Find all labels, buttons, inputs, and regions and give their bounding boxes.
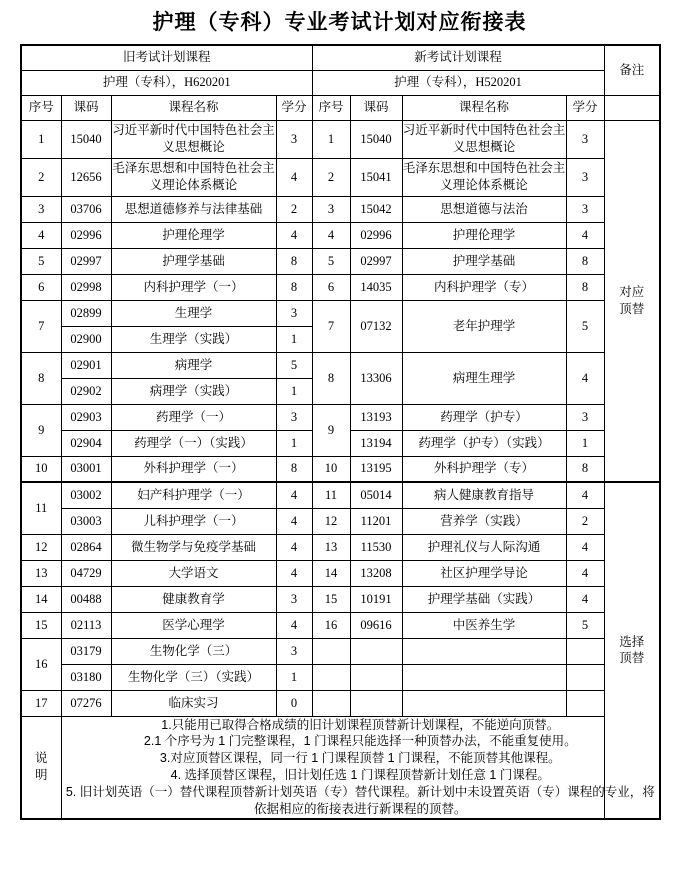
new-credit: 4 (566, 534, 604, 560)
new-credit: 4 (566, 560, 604, 586)
new-course-empty (402, 664, 566, 690)
old-plan-group-header: 旧考试计划课程 (21, 45, 312, 70)
table-row (21, 612, 660, 638)
new-credit: 4 (566, 586, 604, 612)
new-code: 13306 (350, 352, 402, 404)
old-course-name: 微生物学与免疫学基础 (111, 534, 276, 560)
old-seq: 5 (21, 248, 61, 274)
new-credit: 3 (566, 196, 604, 222)
col-header-new-credit: 学分 (566, 95, 604, 120)
table-row (21, 534, 660, 560)
old-credit: 1 (276, 378, 312, 404)
col-header-new-seq: 序号 (312, 95, 350, 120)
old-code: 02996 (61, 222, 111, 248)
new-seq: 13 (312, 534, 350, 560)
table-row (21, 158, 660, 196)
page-title: 护理（专科）专业考试计划对应衔接表 (152, 10, 527, 34)
old-credit: 5 (276, 352, 312, 378)
new-course-name: 药理学（护专） (402, 404, 566, 430)
notes-label-line1: 说 (34, 751, 48, 766)
new-course-name: 护理学基础 (402, 248, 566, 274)
new-course-name: 病理生理学 (402, 352, 566, 404)
old-seq: 4 (21, 222, 61, 248)
new-course-name: 营养学（实践） (402, 508, 566, 534)
remark-column-header: 备注 (604, 45, 660, 95)
remark-corresponding (604, 120, 660, 482)
new-credit: 5 (566, 300, 604, 352)
old-course-name: 临床实习 (111, 690, 276, 716)
old-code: 04729 (61, 560, 111, 586)
old-code: 03706 (61, 196, 111, 222)
note-item: 2.1 个序号为 1 门完整课程，1 门课程只能选择一种顶替办法，不能重复使用。 (143, 734, 577, 749)
table-row (21, 664, 660, 690)
header-column-row (21, 95, 660, 120)
new-seq: 8 (312, 352, 350, 404)
col-header-new-course: 课程名称 (402, 95, 566, 120)
old-seq: 1 (21, 120, 61, 158)
new-seq: 2 (312, 158, 350, 196)
new-code: 14035 (350, 274, 402, 300)
new-course-name: 思想道德与法治 (402, 196, 566, 222)
notes-row (21, 716, 660, 819)
old-seq: 6 (21, 274, 61, 300)
new-course-name: 药理学（护专）（实践） (402, 430, 566, 456)
old-course-name: 外科护理学（一） (111, 456, 276, 482)
new-seq: 16 (312, 612, 350, 638)
old-course-name: 思想道德修养与法律基础 (111, 196, 276, 222)
table-row (21, 300, 660, 326)
new-course-name: 毛泽东思想和中国特色社会主义理论体系概论 (402, 158, 566, 196)
old-code: 03003 (61, 508, 111, 534)
note-item: 5. 旧计划英语（一）替代课程顶替新计划英语（专）替代课程。新计划中未设置英语（专）课程的专业，将依据相应的衔接表进行新课程的顶替。 (65, 785, 655, 816)
new-course-empty (402, 638, 566, 664)
remark-optional-line2: 顶替 (619, 651, 645, 666)
remark-header-spacer (604, 95, 660, 120)
new-credit: 4 (566, 482, 604, 508)
new-credit-empty (566, 690, 604, 716)
table-row (21, 352, 660, 378)
old-course-name: 药理学（一） (111, 404, 276, 430)
new-course-name: 护理礼仪与人际沟通 (402, 534, 566, 560)
table-row (21, 638, 660, 664)
old-credit: 8 (276, 456, 312, 482)
old-credit: 3 (276, 638, 312, 664)
new-credit-empty (566, 638, 604, 664)
old-code: 02904 (61, 430, 111, 456)
header-group-row (21, 45, 660, 70)
old-code: 03002 (61, 482, 111, 508)
new-credit: 8 (566, 274, 604, 300)
old-credit: 1 (276, 430, 312, 456)
new-code-empty (350, 690, 402, 716)
old-code: 03001 (61, 456, 111, 482)
new-seq: 7 (312, 300, 350, 352)
old-credit: 2 (276, 196, 312, 222)
old-credit: 8 (276, 248, 312, 274)
new-seq: 5 (312, 248, 350, 274)
new-code: 13195 (350, 456, 402, 482)
old-credit: 1 (276, 326, 312, 352)
table-container (0, 44, 679, 820)
notes-label (21, 716, 61, 819)
old-code: 02113 (61, 612, 111, 638)
old-seq: 3 (21, 196, 61, 222)
old-credit: 1 (276, 664, 312, 690)
old-course-name: 毛泽东思想和中国特色社会主义理论体系概论 (111, 158, 276, 196)
old-course-name: 大学语文 (111, 560, 276, 586)
old-credit: 4 (276, 612, 312, 638)
old-credit: 3 (276, 300, 312, 326)
old-code: 02864 (61, 534, 111, 560)
new-course-name: 病人健康教育指导 (402, 482, 566, 508)
new-course-empty (402, 690, 566, 716)
old-code: 02998 (61, 274, 111, 300)
col-header-old-code: 课码 (61, 95, 111, 120)
old-seq: 10 (21, 456, 61, 482)
old-credit: 3 (276, 404, 312, 430)
table-row (21, 456, 660, 482)
new-credit: 5 (566, 612, 604, 638)
old-code: 02900 (61, 326, 111, 352)
old-code: 02901 (61, 352, 111, 378)
remark-corresponding-line2: 顶替 (619, 301, 645, 316)
old-course-name: 医学心理学 (111, 612, 276, 638)
new-seq-empty (312, 690, 350, 716)
new-code: 11530 (350, 534, 402, 560)
old-seq: 17 (21, 690, 61, 716)
new-seq: 6 (312, 274, 350, 300)
table-row (21, 120, 660, 158)
new-course-name: 外科护理学（专） (402, 456, 566, 482)
old-seq: 12 (21, 534, 61, 560)
old-credit: 4 (276, 482, 312, 508)
new-course-name: 习近平新时代中国特色社会主义思想概论 (402, 120, 566, 158)
table-row (21, 690, 660, 716)
old-credit: 4 (276, 222, 312, 248)
old-code: 12656 (61, 158, 111, 196)
old-credit: 4 (276, 508, 312, 534)
old-code: 02899 (61, 300, 111, 326)
old-course-name: 病理学 (111, 352, 276, 378)
note-item: 3.对应顶替区课程，同一行 1 门课程顶替 1 门课程，不能顶替其他课程。 (159, 751, 561, 766)
old-seq: 9 (21, 404, 61, 456)
old-code: 00488 (61, 586, 111, 612)
old-seq: 14 (21, 586, 61, 612)
old-course-name: 护理伦理学 (111, 222, 276, 248)
old-seq: 11 (21, 482, 61, 534)
table-row (21, 274, 660, 300)
old-seq: 15 (21, 612, 61, 638)
new-course-name: 护理学基础（实践） (402, 586, 566, 612)
new-code: 02997 (350, 248, 402, 274)
new-code: 02996 (350, 222, 402, 248)
old-course-name: 儿科护理学（一） (111, 508, 276, 534)
old-credit: 4 (276, 534, 312, 560)
new-seq: 11 (312, 482, 350, 508)
old-course-name: 药理学（一）（实践） (111, 430, 276, 456)
old-code: 02997 (61, 248, 111, 274)
old-course-name: 生理学 (111, 300, 276, 326)
old-course-name: 护理学基础 (111, 248, 276, 274)
old-major-header: 护理（专科），H620201 (21, 70, 312, 95)
new-credit: 3 (566, 404, 604, 430)
old-code: 07276 (61, 690, 111, 716)
old-credit: 3 (276, 120, 312, 158)
new-code: 13194 (350, 430, 402, 456)
table-row (21, 248, 660, 274)
remark-corresponding-line1: 对应 (619, 284, 645, 299)
table-row (21, 482, 660, 508)
old-code: 02903 (61, 404, 111, 430)
header-major-row (21, 70, 660, 95)
new-credit: 8 (566, 248, 604, 274)
new-code: 13193 (350, 404, 402, 430)
old-credit: 0 (276, 690, 312, 716)
col-header-old-seq: 序号 (21, 95, 61, 120)
old-course-name: 生物化学（三）（实践） (111, 664, 276, 690)
new-code: 10191 (350, 586, 402, 612)
old-course-name: 生物化学（三） (111, 638, 276, 664)
old-code: 02902 (61, 378, 111, 404)
new-code-empty (350, 664, 402, 690)
old-course-name: 妇产科护理学（一） (111, 482, 276, 508)
new-code-empty (350, 638, 402, 664)
table-row (21, 508, 660, 534)
old-course-name: 内科护理学（一） (111, 274, 276, 300)
table-row (21, 404, 660, 430)
old-course-name: 习近平新时代中国特色社会主义思想概论 (111, 120, 276, 158)
note-item: 1.只能用已取得合格成绩的旧计划课程顶替新计划课程，不能逆向顶替。 (161, 717, 560, 732)
new-major-header: 护理（专科），H520201 (312, 70, 604, 95)
new-seq: 15 (312, 586, 350, 612)
table-row (21, 586, 660, 612)
new-credit: 2 (566, 508, 604, 534)
col-header-new-code: 课码 (350, 95, 402, 120)
course-mapping-table (20, 44, 661, 820)
new-seq: 1 (312, 120, 350, 158)
col-header-old-credit: 学分 (276, 95, 312, 120)
new-seq: 12 (312, 508, 350, 534)
new-seq-empty (312, 638, 350, 664)
old-seq: 7 (21, 300, 61, 352)
table-row (21, 222, 660, 248)
old-course-name: 生理学（实践） (111, 326, 276, 352)
note-item: 4. 选择顶替区课程，旧计划任选 1 门课程顶替新计划任意 1 门课程。 (170, 768, 550, 783)
old-seq: 2 (21, 158, 61, 196)
new-course-name: 老年护理学 (402, 300, 566, 352)
new-seq: 4 (312, 222, 350, 248)
new-code: 11201 (350, 508, 402, 534)
new-seq: 14 (312, 560, 350, 586)
new-course-name: 社区护理学导论 (402, 560, 566, 586)
new-code: 15041 (350, 158, 402, 196)
notes-body (61, 716, 660, 819)
new-credit-empty (566, 664, 604, 690)
new-credit: 4 (566, 352, 604, 404)
old-seq: 8 (21, 352, 61, 404)
new-course-name: 护理伦理学 (402, 222, 566, 248)
new-code: 13208 (350, 560, 402, 586)
new-code: 15040 (350, 120, 402, 158)
old-credit: 4 (276, 158, 312, 196)
table-row (21, 560, 660, 586)
new-code: 09616 (350, 612, 402, 638)
old-credit: 3 (276, 586, 312, 612)
old-code: 03179 (61, 638, 111, 664)
new-plan-group-header: 新考试计划课程 (312, 45, 604, 70)
new-seq: 9 (312, 404, 350, 456)
notes-label-line2: 明 (34, 768, 48, 783)
new-credit: 4 (566, 222, 604, 248)
old-credit: 4 (276, 560, 312, 586)
old-credit: 8 (276, 274, 312, 300)
new-code: 05014 (350, 482, 402, 508)
new-course-name: 中医养生学 (402, 612, 566, 638)
new-code: 07132 (350, 300, 402, 352)
remark-optional-line1: 选择 (619, 634, 645, 649)
old-course-name: 病理学（实践） (111, 378, 276, 404)
new-code: 15042 (350, 196, 402, 222)
new-credit: 3 (566, 120, 604, 158)
old-seq: 13 (21, 560, 61, 586)
table-row (21, 196, 660, 222)
new-credit: 8 (566, 456, 604, 482)
new-course-name: 内科护理学（专） (402, 274, 566, 300)
new-seq: 3 (312, 196, 350, 222)
col-header-old-course: 课程名称 (111, 95, 276, 120)
new-seq-empty (312, 664, 350, 690)
old-code: 03180 (61, 664, 111, 690)
old-code: 15040 (61, 120, 111, 158)
old-seq: 16 (21, 638, 61, 690)
new-seq: 10 (312, 456, 350, 482)
new-credit: 1 (566, 430, 604, 456)
old-course-name: 健康教育学 (111, 586, 276, 612)
new-credit: 3 (566, 158, 604, 196)
